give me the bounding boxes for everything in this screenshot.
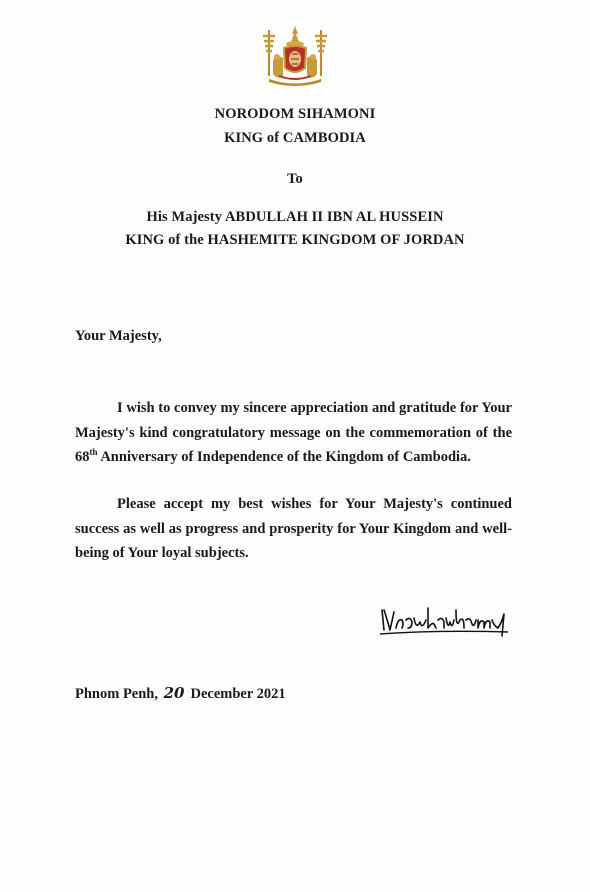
closing-line	[75, 684, 286, 703]
sender-name: NORODOM SIHAMONI	[214, 106, 376, 122]
closing-day: 20	[163, 684, 185, 702]
ordinal-suffix: th	[89, 447, 98, 458]
sender-title: KING of CAMBODIA	[224, 130, 366, 146]
salutation: Your Majesty,	[75, 328, 162, 344]
recipient-title: KING of the HASHEMITE KINGDOM OF JORDAN	[125, 232, 465, 248]
to-label: To	[287, 171, 303, 187]
paragraph-wishes: Please accept my best wishes for Your Majesty's continued success as well as progress and prosperity for Your Kingdom and well-being of Your loyal subjects.	[75, 496, 512, 561]
paragraph-appreciation	[75, 396, 512, 470]
recipient-name: His Majesty ABDULLAH II IBN AL HUSSEIN	[146, 209, 444, 225]
paragraph-appreciation-end: Anniversary of Independence of the Kingdom of Cambodia.	[97, 449, 471, 465]
handwritten-signature	[376, 600, 516, 640]
paragraph-appreciation-start: I wish to convey my sincere appreciation and gratitude for Your Majesty's kind congratulatory message on the commemoration of the 68	[75, 400, 512, 465]
closing-month-year: December 2021	[190, 686, 286, 702]
closing-place: Phnom Penh,	[75, 686, 158, 702]
royal-coat-of-arms-icon	[259, 24, 331, 90]
